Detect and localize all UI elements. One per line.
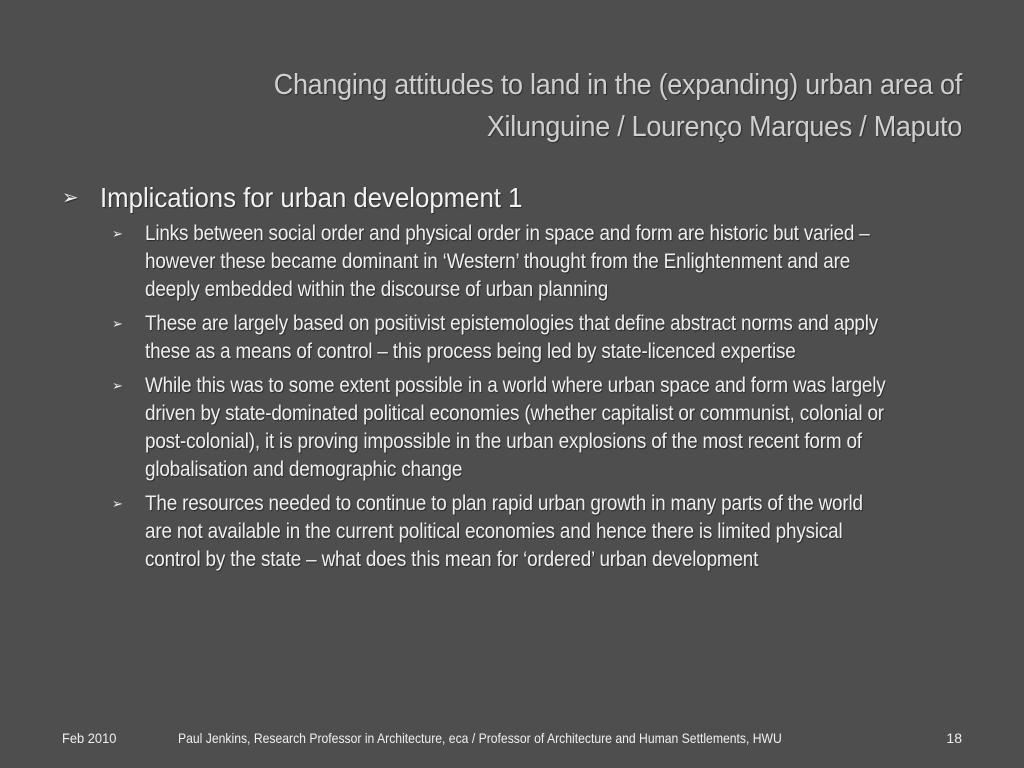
heading-bullet-text: Implications for urban development 1 — [100, 182, 523, 213]
footer-date: Feb 2010 — [62, 730, 117, 746]
page-number: 18 — [946, 730, 962, 746]
slide-footer — [0, 728, 1024, 750]
sub-bullet-text: While this was to some extent possible in a world where urban space and form was largely driven by state-dominated political economies (whether capitalist or communist, colonial or post-colonial), it is proving impossible in the urban explosions of the most recent form of globalisation and demographic change — [145, 374, 886, 481]
sub-bullet-list — [112, 220, 972, 574]
slide-title-line-1: Changing attitudes to land in the (expanding) urban area of — [273, 69, 962, 101]
sub-bullet — [112, 310, 972, 366]
arrow-bullet-icon: ➢ — [112, 378, 123, 393]
arrow-bullet-icon: ➢ — [62, 187, 79, 209]
heading-bullet — [62, 180, 972, 216]
sub-bullet — [112, 372, 972, 484]
footer-author: Paul Jenkins, Research Professor in Architecture, eca / Professor of Architecture and Human Settlements, HWU — [178, 730, 782, 746]
arrow-bullet-icon: ➢ — [112, 226, 123, 241]
slide-title — [218, 64, 962, 148]
sub-bullet — [112, 490, 972, 574]
arrow-bullet-icon: ➢ — [112, 316, 123, 331]
slide-title-line-2: Xilunguine / Lourenço Marques / Maputo — [486, 111, 962, 143]
sub-bullet-text: These are largely based on positivist epistemologies that define abstract norms and apply these as a means of control – this process being led by state-licenced expertise — [145, 312, 879, 363]
sub-bullet-text: The resources needed to continue to plan rapid urban growth in many parts of the world are not available in the current political economies and hence there is limited physical control by the state – what does this mean for ‘ordered’ urban development — [145, 492, 863, 571]
sub-bullet — [112, 220, 972, 304]
sub-bullet-text: Links between social order and physical order in space and form are historic but varied – however these became dominant in ‘Western’ thought from the Enlightenment and are deeply embedded within the discourse of urban planning — [145, 222, 870, 301]
slide-content — [62, 180, 972, 580]
arrow-bullet-icon: ➢ — [112, 496, 123, 511]
